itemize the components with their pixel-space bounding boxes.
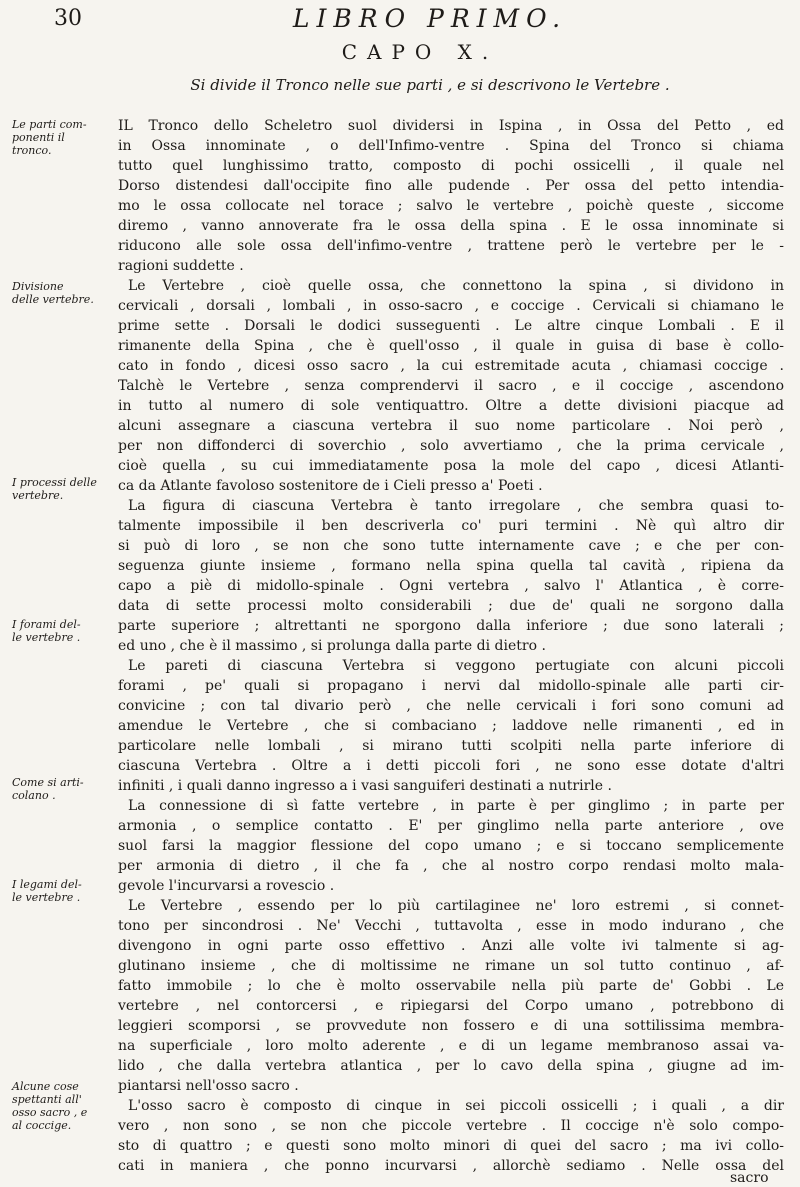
- body-line: Le pareti di ciascuna Vertebra si veggono pertugiate con alcuni piccoli: [128, 658, 784, 674]
- running-head: LIBRO PRIMO.: [292, 4, 568, 33]
- page-number: 30: [54, 6, 82, 31]
- body-line: La figura di ciascuna Vertebra è tanto irregolare , che sembra quasi to-: [128, 498, 784, 514]
- body-line: vertebre , nel contorcersi , e ripiegarsi del Corpo umano , potrebbono di: [118, 998, 784, 1014]
- body-line: amendue le Vertebre , che si combaciano ; laddove nelle rimanenti , ed in: [118, 718, 784, 734]
- body-line: glutinano insieme , che di moltissime ne rimane un sol tutto continuo , af-: [118, 958, 784, 974]
- body-line: rimanente della Spina , che è quell'osso , il quale in guisa di base è collo-: [118, 338, 784, 354]
- body-line: in Ossa innominate , o dell'Infimo-ventre . Spina del Tronco si chiama: [118, 138, 784, 154]
- body-line: tutto quel lunghissimo tratto, composto di pochi ossicelli , il quale nel: [118, 158, 784, 174]
- body-line: per non diffonderci di soverchio , solo avvertiamo , che la prima cervicale ,: [118, 438, 784, 454]
- body-line: tono per sincondrosi . Ne' Vecchi , tuttavolta , esse in modo indurano , che: [118, 918, 784, 934]
- body-line: diremo , vanno annoverate fra le ossa della spina . E le ossa innominate si: [118, 218, 784, 234]
- chapter-subtitle: Si divide il Tronco nelle sue parti , e si descrivono le Vertebre .: [190, 76, 670, 94]
- margin-note: Le parti com- ponenti il tronco.: [12, 118, 87, 157]
- body-line: capo a piè di midollo-spinale . Ogni vertebra , salvo l' Atlantica , è corre-: [118, 578, 784, 594]
- body-line: na superficiale , loro molto aderente , e di un legame membranoso assai va-: [118, 1038, 784, 1054]
- body-line: parte superiore ; altrettanti ne sporgono dalla inferiore ; due sono laterali ;: [118, 618, 784, 634]
- body-line: prime sette . Dorsali le dodici susseguenti . Le altre cinque Lombali . E il: [118, 318, 784, 334]
- body-line: L'osso sacro è composto di cinque in sei piccoli ossicelli ; i quali , a dir: [128, 1098, 784, 1114]
- margin-note: I processi delle vertebre.: [12, 476, 97, 502]
- body-line: ca da Atlante favoloso sostenitore de i Cieli presso a' Poeti .: [118, 478, 543, 494]
- body-line: mo le ossa collocate nel torace ; salvo le vertebre , poichè queste , siccome: [118, 198, 784, 214]
- margin-note: Divisione delle vertebre.: [12, 280, 94, 306]
- body-line: cati in maniera , che ponno incurvarsi , allorchè sediamo . Nelle ossa del: [118, 1158, 784, 1174]
- body-line: fatto immobile ; lo che è molto osservabile nella più parte de' Gobbi . Le: [118, 978, 784, 994]
- body-line: gevole l'incurvarsi a rovescio .: [118, 878, 335, 894]
- body-line: suol farsi la maggior flessione del copo umano ; e si toccano semplicemente: [118, 838, 784, 854]
- body-line: Le Vertebre , cioè quelle ossa, che connettono la spina , si dividono in: [128, 278, 784, 294]
- body-line: leggieri scomporsi , se provvedute non fossero e di una sottilissima membra-: [118, 1018, 784, 1034]
- body-line: convicine ; con tal divario però , che nelle cervicali i fori sono comuni ad: [118, 698, 784, 714]
- body-line: particolare nelle lombali , si mirano tutti scolpiti nella parte inferiore di: [118, 738, 784, 754]
- body-line: IL Tronco dello Scheletro suol dividersi in Ispina , in Ossa del Petto , ed: [118, 118, 784, 134]
- body-line: seguenza giunte insieme , formano nella spina quella tal cavità , ripiena da: [118, 558, 784, 574]
- body-line: infiniti , i quali danno ingresso a i vasi sanguiferi destinati a nutrirle .: [118, 778, 612, 794]
- body-line: ciascuna Vertebra . Oltre a i detti piccoli fori , ne sono esse dotate d'altri: [118, 758, 784, 774]
- body-line: si può di loro , se non che sono tutte internamente cave ; e che per con-: [118, 538, 784, 554]
- body-line: ed uno , che è il massimo , si prolunga dalla parte di dietro .: [118, 638, 546, 654]
- margin-note: Alcune cose spettanti all' osso sacro , e al coccige.: [12, 1080, 88, 1132]
- body-line: lido , che dalla vertebra atlantica , per lo cavo della spina , giugne ad im-: [118, 1058, 784, 1074]
- body-line: La connessione di sì fatte vertebre , in parte è per ginglimo ; in parte per: [128, 798, 784, 814]
- body-line: cioè quella , su cui immediatamente posa la mole del capo , dicesi Atlanti-: [118, 458, 784, 474]
- body-line: vero , non sono , se non che piccole vertebre . Il coccige n'è solo compo-: [118, 1118, 784, 1134]
- chapter-heading: CAPO X.: [341, 40, 499, 64]
- margin-note: Come si arti- colano .: [12, 776, 84, 802]
- body-line: cato in fondo , dicesi osso sacro , la cui estremitade acuta , chiamasi coccige .: [118, 358, 784, 374]
- body-line: Talchè le Vertebre , senza comprendervi il sacro , e il coccige , ascendono: [118, 378, 784, 394]
- body-line: talmente impossibile il ben descriverla co' puri termini . Nè quì altro dir: [118, 518, 784, 534]
- body-line: piantarsi nell'osso sacro .: [118, 1078, 299, 1094]
- body-line: ragioni suddette .: [118, 258, 244, 274]
- body-line: cervicali , dorsali , lombali , in osso-sacro , e coccige . Cervicali si chiamano le: [118, 298, 784, 314]
- margin-note: I legami del- le vertebre .: [12, 878, 82, 904]
- body-line: alcuni assegnare a ciascuna vertebra il suo nome particolare . Noi però ,: [118, 418, 784, 434]
- body-line: data di sette processi molto considerabili ; due de' quali ne sorgono dalla: [118, 598, 784, 614]
- body-line: sto di quattro ; e questi sono molto minori di quei del sacro ; ma ivi collo-: [118, 1138, 784, 1154]
- body-line: in tutto al numero di sole ventiquattro. Oltre a dette divisioni piacque ad: [118, 398, 784, 414]
- body-line: per armonia di dietro , il che fa , che al nostro corpo rendasi molto mala-: [118, 858, 784, 874]
- body-line: divengono in ogni parte osso effettivo . Anzi alle volte ivi talmente si ag-: [118, 938, 784, 954]
- body-line: riducono alle sole ossa dell'infimo-ventre , trattene però le vertebre per le -: [118, 238, 784, 254]
- body-line: armonia , o semplice contatto . E' per ginglimo nella parte anteriore , ove: [118, 818, 784, 834]
- margin-note: I forami del- le vertebre .: [12, 618, 81, 644]
- body-line: Le Vertebre , essendo per lo più cartilaginee ne' loro estremi , si connet-: [128, 898, 784, 914]
- body-line: forami , pe' quali si propagano i nervi dal midollo-spinale alle parti cir-: [118, 678, 784, 694]
- body-line: Dorso distendesi dall'occipite fino alle pudende . Per ossa del petto intendia-: [118, 178, 784, 194]
- catchword: sacro: [730, 1170, 769, 1186]
